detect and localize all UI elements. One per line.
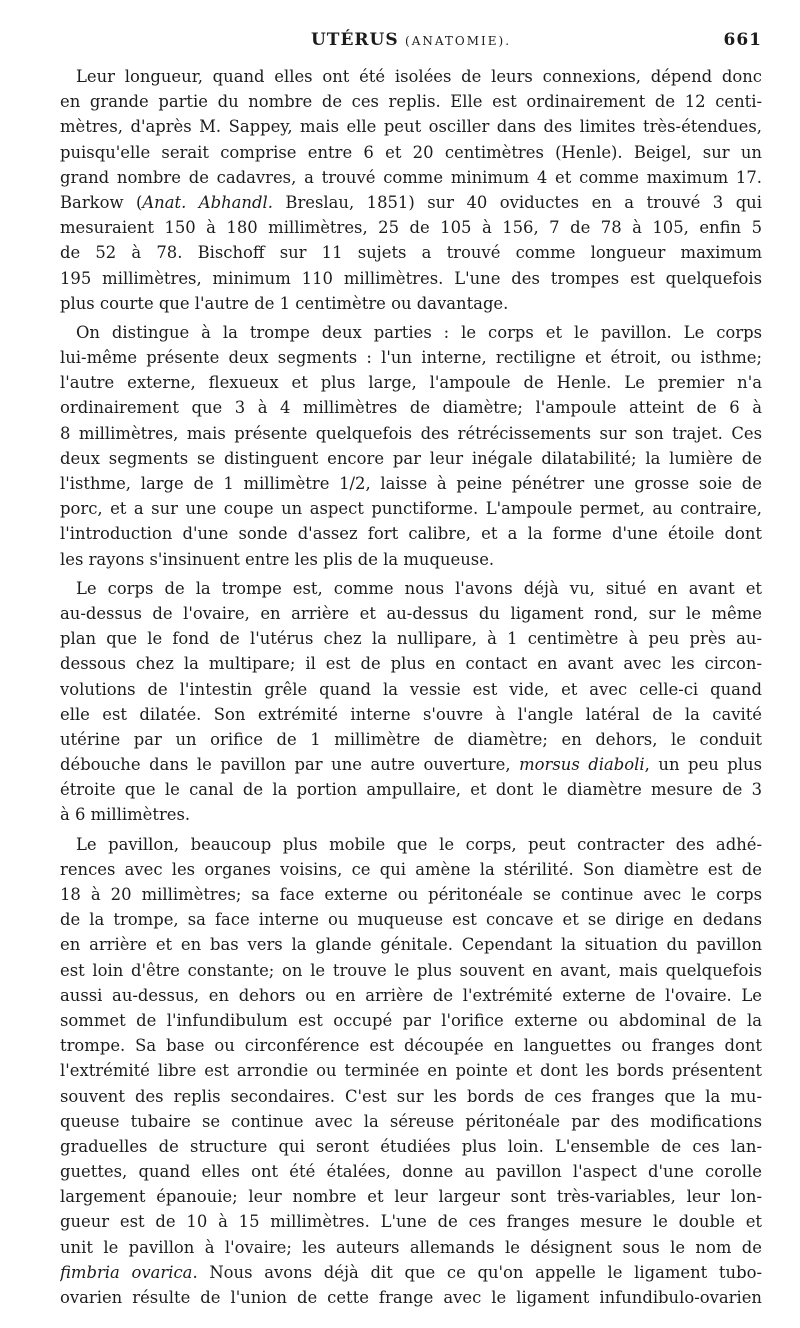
- text-line: l'isthme, large de 1 millimètre 1/2, laisse à peine pénétrer une grosse soie de: [60, 474, 762, 493]
- text-line: plan que le fond de l'utérus chez la nullipare, à 1 centimètre à peu près au-: [60, 629, 762, 649]
- text-line: On distingue à la trompe deux parties : le corps et le pavillon. Le corps: [76, 322, 762, 342]
- italic-term: Anat. Abhandl.: [142, 192, 273, 212]
- text-line: queuse tubaire se continue avec la séreuse péritonéale par des modifications: [60, 1111, 762, 1131]
- text-line: [60, 190, 762, 215]
- text-line: au-dessus de l'ovaire, en arrière et au-dessus du ligament rond, sur le même: [60, 603, 762, 623]
- text-line: de 52 à 78. Bischoff sur 11 sujets a trouvé comme longueur maximum: [60, 243, 762, 263]
- text-line: rences avec les organes voisins, ce qui amène la stérilité. Son diamètre est de: [60, 859, 762, 879]
- text-line: 8 millimètres, mais présente quelquefois des rétrécissements sur son trajet. Ces: [60, 423, 762, 443]
- running-head-subtitle: (ANATOMIE).: [405, 34, 512, 48]
- text-line: en grande partie du nombre de ces replis. Elle est ordinairement de 12 centi-: [60, 92, 762, 112]
- text-line: [60, 752, 762, 777]
- text-line: à 6 millimètres.: [60, 805, 191, 825]
- text-line: grand nombre de cadavres, a trouvé comme minimum 4 et comme maximum 17.: [60, 167, 762, 187]
- text-line: volutions de l'intestin grêle quand la vessie est vide, et avec celle-ci quand: [60, 679, 762, 699]
- text-line: plus courte que l'autre de 1 centimètre ou davantage.: [60, 293, 509, 313]
- text-line: porc, et a sur une coupe un aspect punctiforme. L'ampoule permet, au contraire,: [60, 499, 762, 519]
- text-line: est loin d'être constante; on le trouve le plus souvent en avant, mais quelquefois: [60, 960, 762, 980]
- paragraph: [60, 64, 762, 316]
- paragraph: [60, 320, 762, 572]
- text-line: sommet de l'infundibulum est occupé par l'orifice externe ou abdominal de la: [60, 1010, 762, 1030]
- text-line: [60, 1260, 762, 1285]
- text-line: unit le pavillon à l'ovaire; les auteurs allemands le désignent sous le nom de: [60, 1237, 762, 1257]
- text-line: graduelles de structure qui seront étudiées plus loin. L'ensemble de ces lan-: [60, 1136, 762, 1156]
- text-line: ordinairement que 3 à 4 millimètres de diamètre; l'ampoule atteint de 6 à: [60, 398, 762, 418]
- italic-term: fimbria ovarica: [60, 1262, 193, 1282]
- text-line: dessous chez la multipare; il est de plus en contact en avant avec les circon-: [60, 654, 762, 674]
- text-segment: débouche dans le pavillon par une autre ouverture,: [60, 755, 520, 775]
- text-line: elle est dilatée. Son extrémité interne s'ouvre à l'angle latéral de la cavité: [60, 704, 762, 724]
- text-segment: . Nous avons déjà dit que ce qu'on appelle le ligament tubo-: [192, 1262, 762, 1282]
- text-line: Leur longueur, quand elles ont été isolées de leurs connexions, dépend donc: [76, 67, 762, 86]
- text-segment: , un peu plus: [644, 755, 762, 775]
- text-line: Le corps de la trompe est, comme nous l'avons déjà vu, situé en avant et: [76, 578, 762, 598]
- page-number: 661: [723, 30, 762, 50]
- text-segment: Barkow (: [60, 192, 143, 212]
- text-line: 195 millimètres, minimum 110 millimètres. L'une des trompes est quelquefois: [60, 268, 762, 288]
- italic-term: morsus diaboli: [519, 755, 645, 775]
- running-head-title: UTÉRUS: [310, 30, 399, 50]
- text-line: utérine par un orifice de 1 millimètre de diamètre; en dehors, le conduit: [60, 729, 762, 749]
- text-line: étroite que le canal de la portion ampullaire, et dont le diamètre mesure de 3: [60, 780, 762, 800]
- text-line: gueur est de 10 à 15 millimètres. L'une de ces franges mesure le double et: [60, 1212, 762, 1232]
- text-line: souvent des replis secondaires. C'est sur les bords de ces franges que la mu-: [60, 1086, 762, 1106]
- text-line: puisqu'elle serait comprise entre 6 et 20 centimètres (Henle). Beigel, sur un: [60, 142, 762, 162]
- text-line: les rayons s'insinuent entre les plis de la muqueuse.: [60, 549, 495, 569]
- running-head: [60, 30, 762, 56]
- text-line: l'autre externe, flexueux et plus large, l'ampoule de Henle. Le premier n'a: [60, 373, 762, 393]
- text-line: en arrière et en bas vers la glande génitale. Cependant la situation du pavillon: [60, 935, 762, 955]
- paragraph: [60, 576, 762, 828]
- text-line: mètres, d'après M. Sappey, mais elle peut osciller dans des limites très-étendues,: [60, 117, 762, 137]
- text-line: ovarien résulte de l'union de cette frange avec le ligament infundibulo-ovarien: [60, 1288, 762, 1307]
- text-line: guettes, quand elles ont été étalées, donne au pavillon l'aspect d'une corolle: [60, 1162, 762, 1182]
- text-line: 18 à 20 millimètres; sa face externe ou péritonéale se continue avec le corps: [60, 885, 762, 904]
- text-line: l'extrémité libre est arrondie ou terminée en pointe et dont les bords présentent: [60, 1061, 762, 1081]
- text-line: deux segments se distinguent encore par leur inégale dilatabilité; la lumière de: [60, 448, 762, 468]
- text-line: aussi au-dessus, en dehors ou en arrière de l'extrémité externe de l'ovaire. Le: [60, 985, 762, 1005]
- text-line: trompe. Sa base ou circonférence est découpée en languettes ou franges dont: [60, 1036, 762, 1056]
- text-line: mesuraient 150 à 180 millimètres, 25 de 105 à 156, 7 de 78 à 105, enfin 5: [60, 218, 762, 238]
- paragraph: [60, 832, 762, 1311]
- text-line: Le pavillon, beaucoup plus mobile que le corps, peut contracter des adhé-: [76, 834, 762, 854]
- text-line: de la trompe, sa face interne ou muqueuse est concave et se dirige en dedans: [60, 910, 762, 930]
- text-segment: Breslau, 1851) sur 40 oviductes en a trouvé 3 qui: [272, 192, 762, 212]
- text-line: l'introduction d'une sonde d'assez fort calibre, et a la forme d'une étoile dont: [60, 524, 762, 544]
- body-text: [60, 64, 762, 1310]
- text-line: largement épanouie; leur nombre et leur largeur sont très-variables, leur lon-: [60, 1187, 762, 1207]
- text-line: lui-même présente deux segments : l'un interne, rectiligne et étroit, ou isthme;: [60, 348, 762, 368]
